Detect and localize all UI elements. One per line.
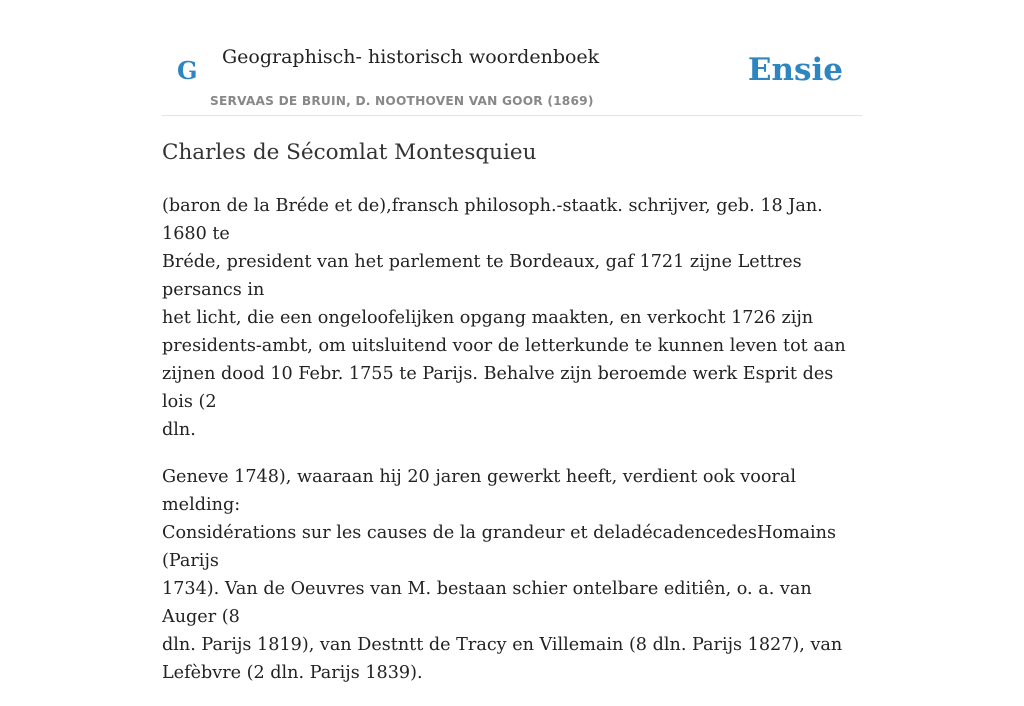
header — [162, 30, 862, 116]
book-author: SERVAAS DE BRUIN, D. NOOTHOVEN VAN GOOR (1869) — [210, 94, 594, 108]
entry-title: Charles de Sécomlat Montesquieu — [162, 140, 537, 165]
entry-paragraph: (baron de la Bréde et de),fransch philosoph.-staatk. schrijver, geb. 18 Jan. 1680 te Bréde, president van het parlement te Bordeaux, gaf 1721 zijne Lettres persancs in het licht, die een ongeloofelijken opgang maakten, en verkocht 1726 zijn presidents-ambt, om uitsluitend voor de letterkunde te kunnen leven tot aan zijnen dood 10 Febr. 1755 te Parijs. Behalve zijn beroemde werk Esprit des lois (2 dln. — [162, 196, 846, 440]
ensie-logo-link[interactable]: Ensie — [747, 52, 843, 88]
entry-paragraph: Geneve 1748), waaraan hij 20 jaren gewerkt heeft, verdient ook vooral melding: Considérations sur les causes de la grandeur et deladécadencedesHomains (Parijs 1734). Van de Oeuvres van M. bestaan schier ontelbare editiên, o. a. van Auger (8 dln. Parijs 1819), van Destntt de Tracy en Villemain (8 dln. Parijs 1827), van Lefèbvre (2 dln. Parijs 1839). — [162, 467, 843, 683]
book-title-link[interactable]: Geographisch- historisch woordenboek — [222, 46, 600, 68]
book-logo-link[interactable]: G — [177, 56, 198, 85]
entry-body — [162, 192, 862, 706]
